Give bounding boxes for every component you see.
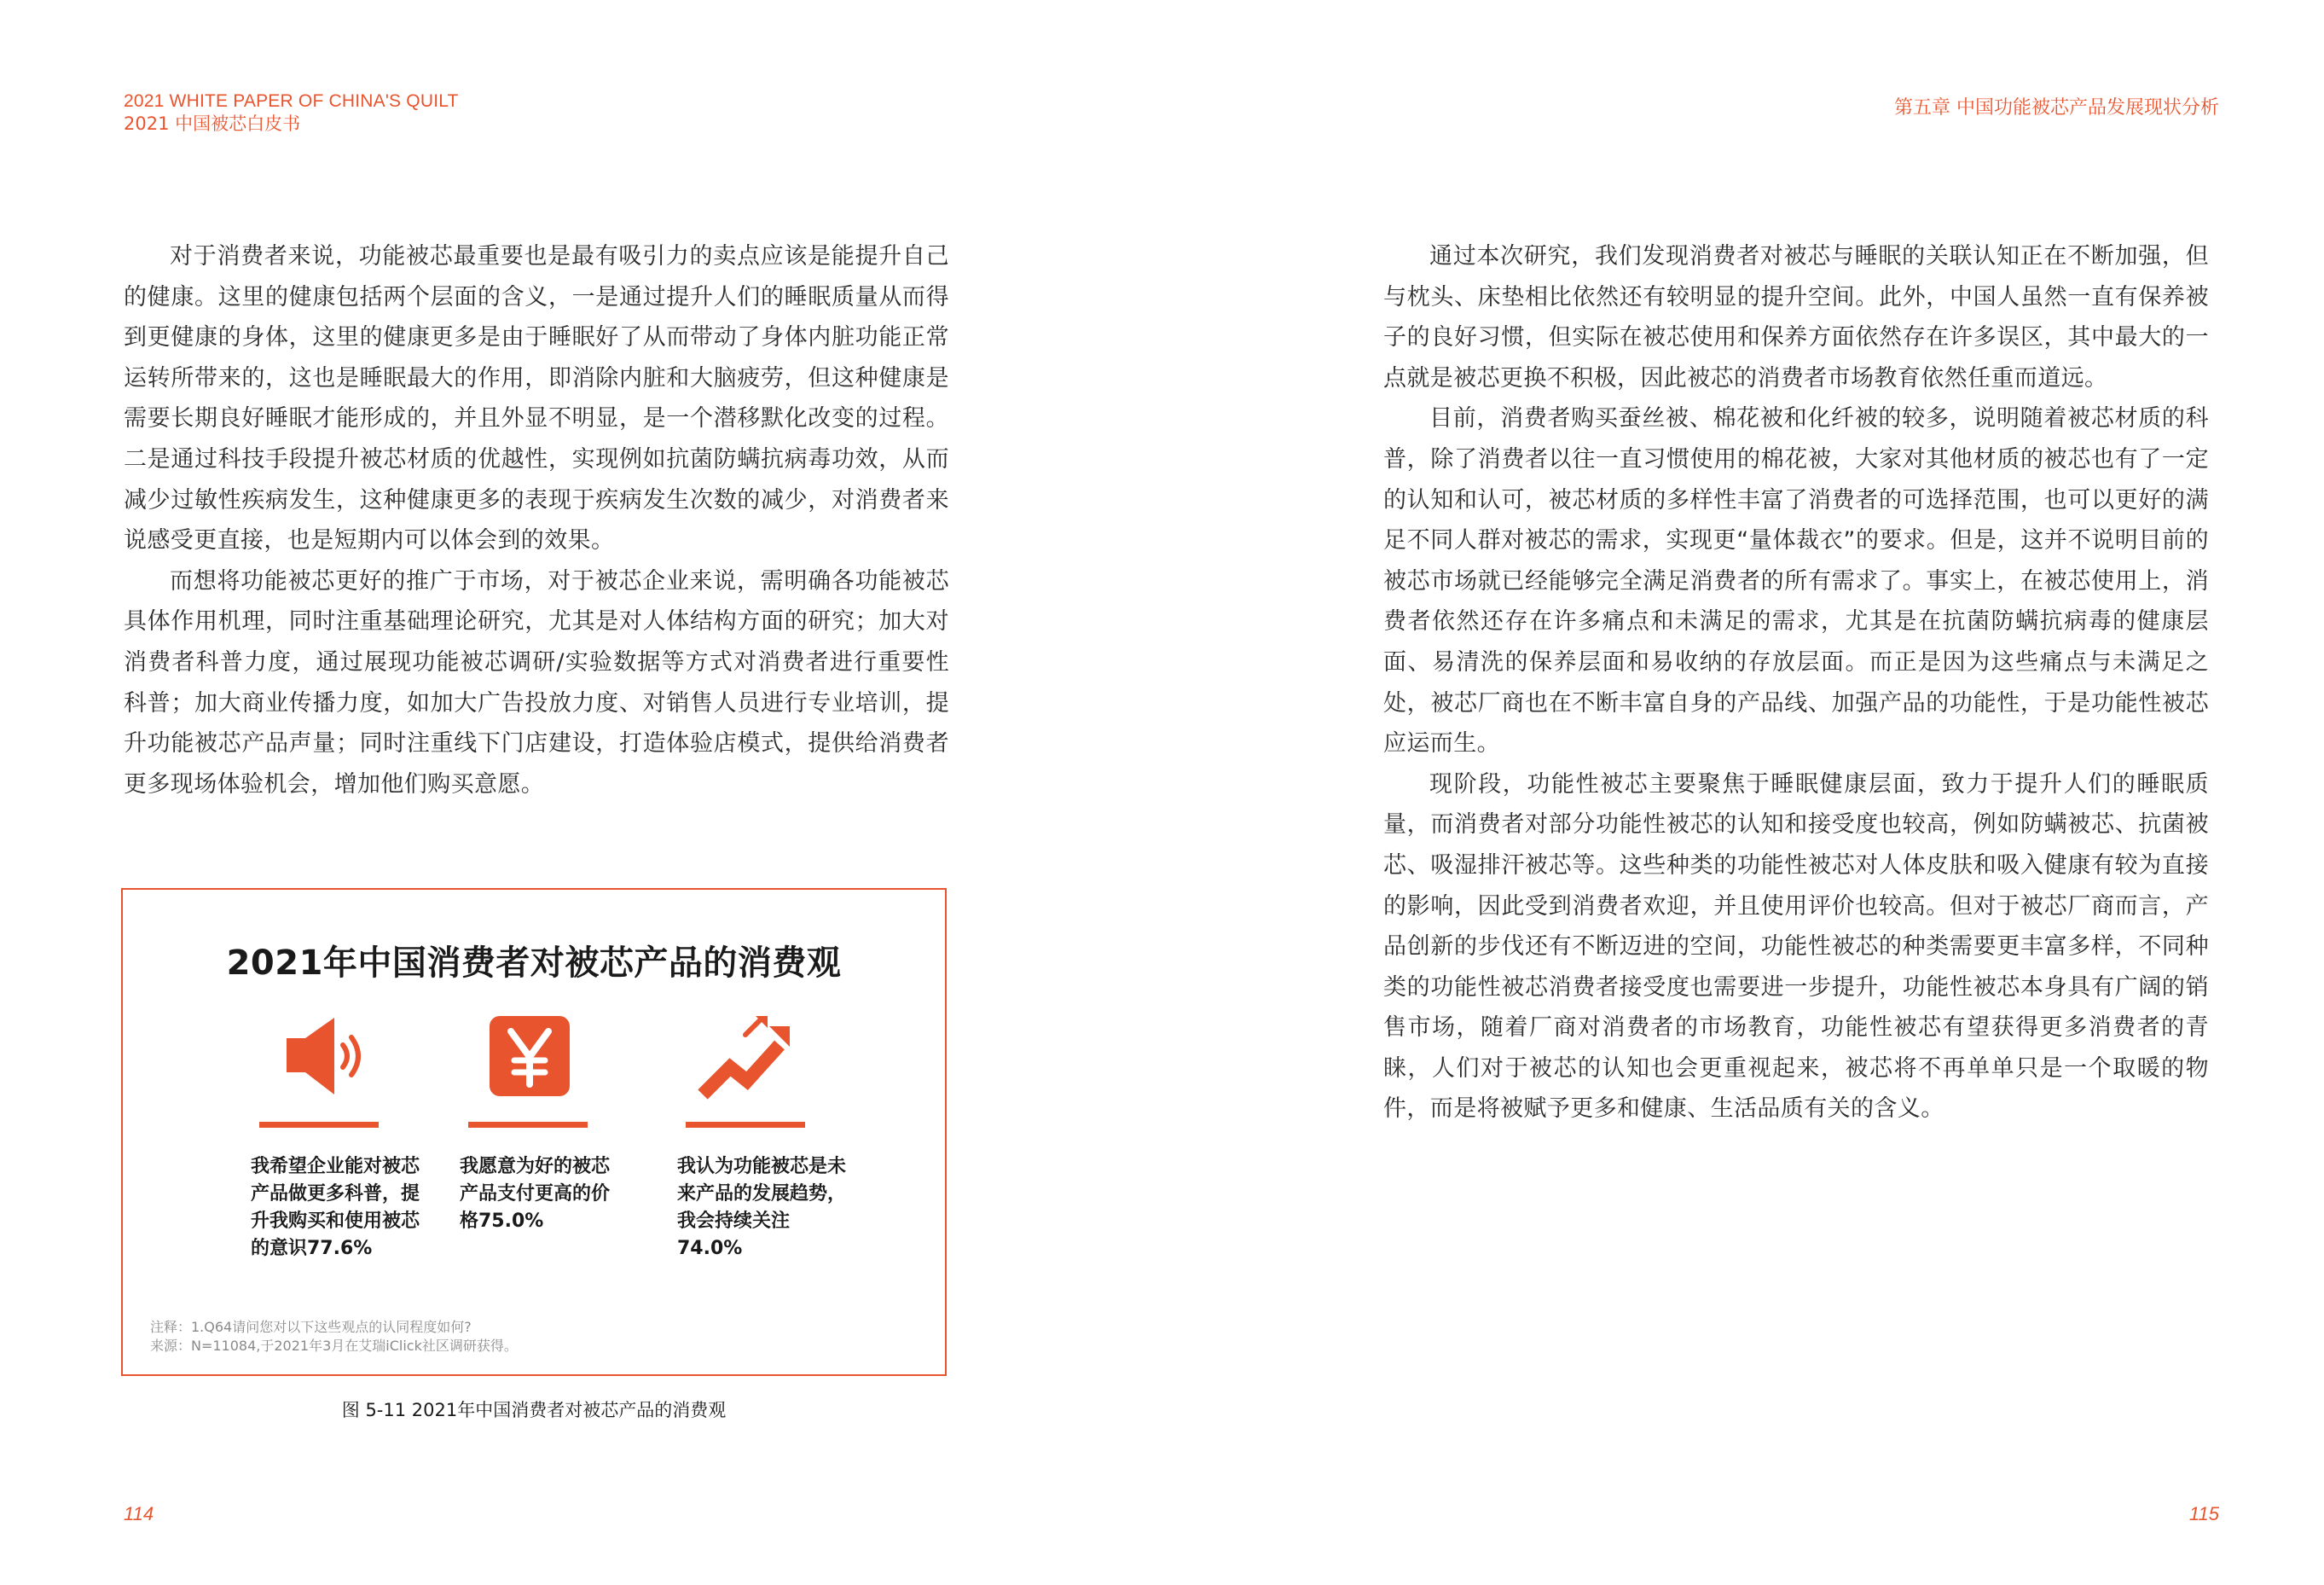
- figure-infographic: [121, 888, 947, 1376]
- right-page: [1162, 0, 2324, 1585]
- divider-bar: [686, 1122, 805, 1128]
- figure-notes: [150, 1318, 518, 1356]
- figure-item-trend: [677, 1009, 873, 1263]
- right-body-text: [1383, 236, 2209, 1129]
- paragraph: 通过本次研究，我们发现消费者对被芯与睡眠的关联认知正在不断加强，但与枕头、床垫相比依然还有较明显的提升空间。此外，中国人虽然一直有保养被子的良好习惯，但实际在被芯使用和保养方面依然存在许多误区，其中最大的一点就是被芯更换不积极，因此被芯的消费者市场教育依然任重而道远。: [1383, 243, 2209, 392]
- paragraph: 对于消费者来说，功能被芯最重要也是最有吸引力的卖点应该是能提升自己的健康。这里的健康包括两个层面的含义，一是通过提升人们的睡眠质量从而得到更健康的身体，这里的健康更多是由于睡眠好了从而带动了身体内脏功能正常运转所带来的，这也是睡眠最大的作用，即消除内脏和大脑疲劳，但这种健康是需要长期良好睡眠才能形成的，并且外显不明显，是一个潜移默化改变的过程。二是通过科技手段提升被芯材质的优越性，实现例如抗菌防螨抗病毒功效，从而减少过敏性疾病发生，这种健康更多的表现于疾病发生次数的减少，对消费者来说感受更直接，也是短期内可以体会到的效果。: [124, 243, 949, 554]
- figure-item-text: 我愿意为好的被芯产品支付更高的价格75.0%: [460, 1156, 611, 1232]
- running-header-right: 第五章 中国功能被芯产品发展现状分析: [1894, 97, 2219, 119]
- figure-item-price: [460, 1009, 656, 1235]
- header-chinese-title: 2021 中国被芯白皮书: [124, 113, 301, 134]
- divider-bar: [468, 1122, 588, 1128]
- page-number-right: 115: [2188, 1503, 2219, 1524]
- left-body-text: [124, 236, 949, 804]
- figure-item-science: [251, 1009, 447, 1263]
- figure-caption: 图 5-11 2021年中国消费者对被芯产品的消费观: [341, 1400, 727, 1420]
- figure-item-text: 我希望企业能对被芯产品做更多科普，提升我购买和使用被芯的意识77.6%: [251, 1156, 420, 1259]
- trend-up-icon: [694, 1009, 797, 1103]
- page-number-left: 114: [124, 1503, 154, 1524]
- divider-bar: [259, 1122, 379, 1128]
- speaker-icon: [268, 1009, 370, 1103]
- figure-source: 来源：N=11084,于2021年3月在艾瑞iClick社区调研获得。: [150, 1338, 518, 1354]
- figure-item-text: 我认为功能被芯是未来产品的发展趋势，我会持续关注74.0%: [677, 1156, 847, 1259]
- yuan-icon: [477, 1009, 579, 1103]
- paragraph: 目前，消费者购买蚕丝被、棉花被和化纤被的较多，说明随着被芯材质的科普，除了消费者以往一直习惯使用的棉花被，大家对其他材质的被芯也有了一定的认知和认可，被芯材质的多样性丰富了消费者的可选择范围，也可以更好的满足不同人群对被芯的需求，实现更“量体裁衣”的要求。但是，这并不说明目前的被芯市场就已经能够完全满足消费者的所有需求了。事实上，在被芯使用上，消费者依然还存在许多痛点和未满足的需求，尤其是在抗菌防螨抗病毒的健康层面、易清洗的保养层面和易收纳的存放层面。而正是因为这些痛点与未满足之处，被芯厂商也在不断丰富自身的产品线、加强产品的功能性，于是功能性被芯应运而生。: [1383, 405, 2209, 758]
- figure-title: 2021年中国消费者对被芯产品的消费观: [226, 943, 842, 983]
- header-english-title: 2021 WHITE PAPER OF CHINA'S QUILT: [124, 91, 459, 111]
- paragraph: 而想将功能被芯更好的推广于市场，对于被芯企业来说，需明确各功能被芯具体作用机理，同时注重基础理论研究，尤其是对人体结构方面的研究；加大对消费者科普力度，通过展现功能被芯调研/实验数据等方式对消费者进行重要性科普；加大商业传播力度，如加大广告投放力度、对销售人员进行专业培训，提升功能被芯产品声量；同时注重线下门店建设，打造体验店模式，提供给消费者更多现场体验机会，增加他们购买意愿。: [124, 567, 949, 798]
- figure-note: 注释：1.Q64请问您对以下这些观点的认同程度如何?: [150, 1319, 472, 1335]
- paragraph: 现阶段，功能性被芯主要聚焦于睡眠健康层面，致力于提升人们的睡眠质量，而消费者对部分功能性被芯的认知和接受度也较高，例如防螨被芯、抗菌被芯、吸湿排汗被芯等。这些种类的功能性被芯对人体皮肤和吸入健康有较为直接的影响，因此受到消费者欢迎，并且使用评价也较高。但对于被芯厂商而言，产品创新的步伐还有不断迈进的空间，功能性被芯的种类需要更丰富多样，不同种类的功能性被芯消费者接受度也需要进一步提升，功能性被芯本身具有广阔的销售市场，随着厂商对消费者的市场教育，功能性被芯有望获得更多消费者的青睐，人们对于被芯的认知也会更重视起来，被芯将不再单单只是一个取暖的物件，而是将被赋予更多和健康、生活品质有关的含义。: [1383, 770, 2209, 1123]
- running-header-left: [124, 90, 459, 135]
